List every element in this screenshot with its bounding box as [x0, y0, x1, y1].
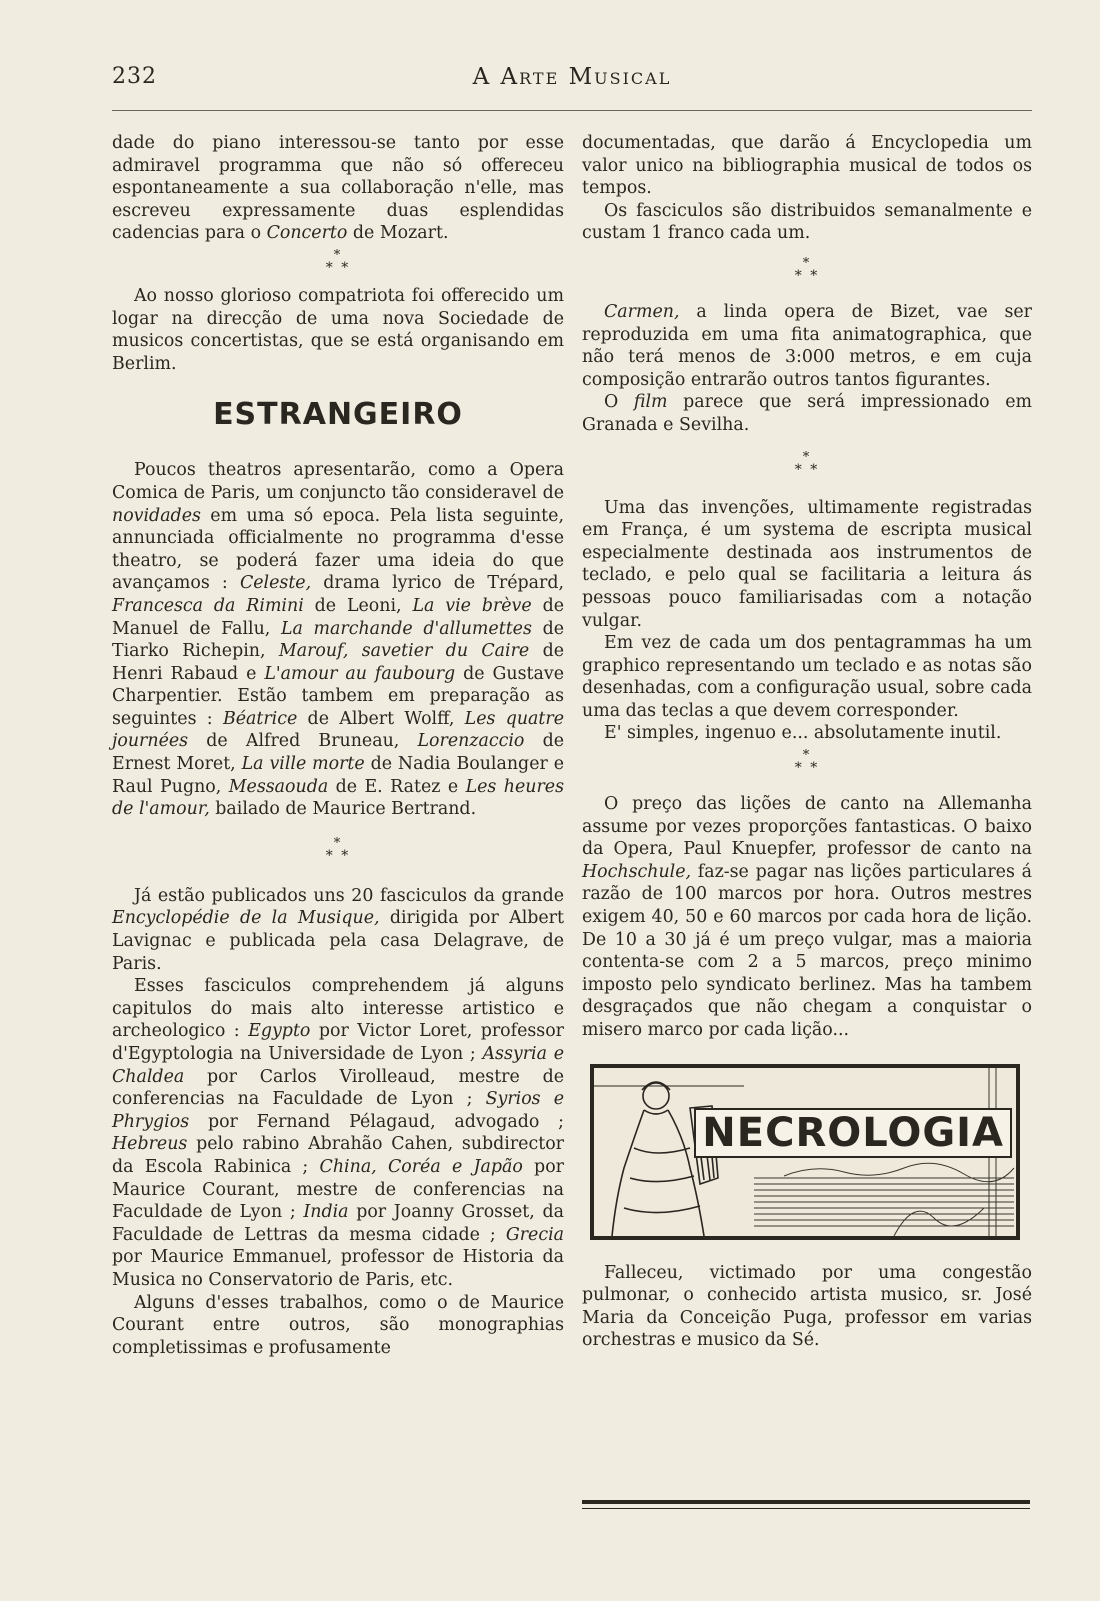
page-number: 232 [112, 64, 157, 89]
section-heading: ESTRANGEIRO [213, 397, 463, 433]
paragraph: Uma das invenções, ultimamente registradas em França, é um systema de escripta musical especialmente destinada aos instrumentos de teclado, e pelo qual se facilitaria a leitura ás pessoas pouco familiarisadas com a notação vulgar. [582, 497, 1032, 631]
paragraph: O film parece que será impressionado em Granada e Sevilha. [582, 392, 1032, 435]
paragraph: Em vez de cada um dos pentagrammas ha um graphico representando um teclado e as notas são desenhadas, com a configuração usual, sobre cada uma das teclas a que devem corresponder. [582, 633, 1032, 721]
paragraph: Poucos theatros apresentarão, como a Opera Comica de Paris, um conjuncto tão consideravel de novidades em uma só epoca. Pela lista seguinte, annunciada officialmente no programma d'esse theatro, se poderá fazer uma ideia do que avançamos : Celeste, drama lyrico de Trépard, Francesca da Rimini de Leoni, La vie brève de Manuel de Fallu, La marchande d'allumettes de Tiarko Richepin, Marouf, savetier du Caire de Henri Rabaud e L'amour au faubourg de Gustave Charpentier. Estão tambem em preparação as seguintes : Béatrice de Albert Wolff, Les quatre journées de Alfred Bruneau, Lorenzaccio de Ernest Moret, La ville morte de Nadia Boulanger e Raul Pugno, Messaouda de E. Ratez e Les heures de l'amour, bailado de Maurice Bertrand. [112, 460, 565, 820]
end-rule [582, 1500, 1030, 1504]
paragraph: Falleceu, victimado por uma congestão pulmonar, o conhecido artista musico, sr. José Maria da Conceição Puga, professor em varias orchestras e musico da Sé. [582, 1262, 1032, 1351]
necrologia-title: NECROLOGIA [694, 1108, 1012, 1158]
paragraph: dade do piano interessou-se tanto por esse admiravel programma que não só offereceu espontaneamente a sua collaboração n'elle, mas escreveu expressamente duas esplendidas cadencias para o Concerto de Mozart. [112, 133, 564, 244]
left-column [112, 132, 564, 1359]
paragraph: Já estão publicados uns 20 fasciculos da grande Encyclopédie de la Musique, dirigida por Albert Lavignac e publicada pela casa Delagrave, de Paris. [112, 885, 564, 974]
necrologia-banner [590, 1064, 1020, 1240]
header-rule [112, 110, 1032, 111]
asterism-separator: * * * [794, 748, 820, 777]
asterism-separator: * * * [794, 449, 820, 478]
paragraph: Carmen, a linda opera de Bizet, vae ser reproduzida em uma fita animatographica, que não terá menos de 3:000 metros, e em cuja composição entrarão outros tantos figurantes. [582, 301, 1032, 390]
asterism-separator: * * * [794, 255, 820, 284]
right-column [582, 132, 1032, 1352]
paragraph: Os fasciculos são distribuidos semanalmente e custam 1 franco cada um. [582, 200, 1032, 244]
asterism-separator: * * * [325, 835, 351, 864]
paragraph: Ao nosso glorioso compatriota foi offerecido um logar na direcção de uma nova Sociedade de musicos concertistas, que se está organisando em Berlim. [112, 285, 564, 374]
paragraph: E' simples, ingenuo e... absolutamente inutil. [604, 723, 1002, 744]
paragraph: documentadas, que darão á Encyclopedia um valor unico na bibliographia musical de todos os tempos. [582, 133, 1032, 199]
running-title: A Arte Musical [472, 64, 672, 90]
page-header [112, 64, 1032, 104]
paragraph: O preço das lições de canto na Allemanha assume por vezes proporções fantasticas. O baixo da Opera, Paul Knuepfer, professor de canto na Hochschule, faz-se pagar nas lições particulares á razão de 100 marcos por hora. Outros mestres exigem 40, 50 e 60 marcos por cada hora de lição. De 10 a 30 já é um preço vulgar, mas a maioria contenta-se com 2 a 5 marcos, preço minimo imposto pelo syndicato berlinez. Mas ha tambem desgraçados que não chegam a conquistar o misero marco por cada lição... [582, 794, 1032, 1040]
paragraph: Alguns d'esses trabalhos, como o de Maurice Courant entre outros, são monographias completissimas e profusamente [112, 1292, 564, 1358]
end-rule-thin [582, 1508, 1030, 1509]
asterism-separator: * * * [325, 247, 351, 276]
paragraph: Esses fasciculos comprehendem já alguns capitulos do mais alto interesse artistico e archeologico : Egypto por Victor Loret, professor d'Egyptologia na Universidade de Lyon ; Assyria e Chaldea por Carlos Virolleaud, mestre de conferencias na Faculdade de Lyon ; Syrios e Phrygios por Fernand Pélagaud, advogado ; Hebreus pelo rabino Abrahão Cahen, subdirector da Escola Rabinica ; China, Coréa e Japão por Maurice Courant, mestre de conferencias na Faculdade de Lyon ; India por Joanny Grosset, da Faculdade de Lettras da mesma cidade ; Grecia por Maurice Emmanuel, professor de Historia da Musica no Conservatorio de Paris, etc. [112, 976, 565, 1290]
